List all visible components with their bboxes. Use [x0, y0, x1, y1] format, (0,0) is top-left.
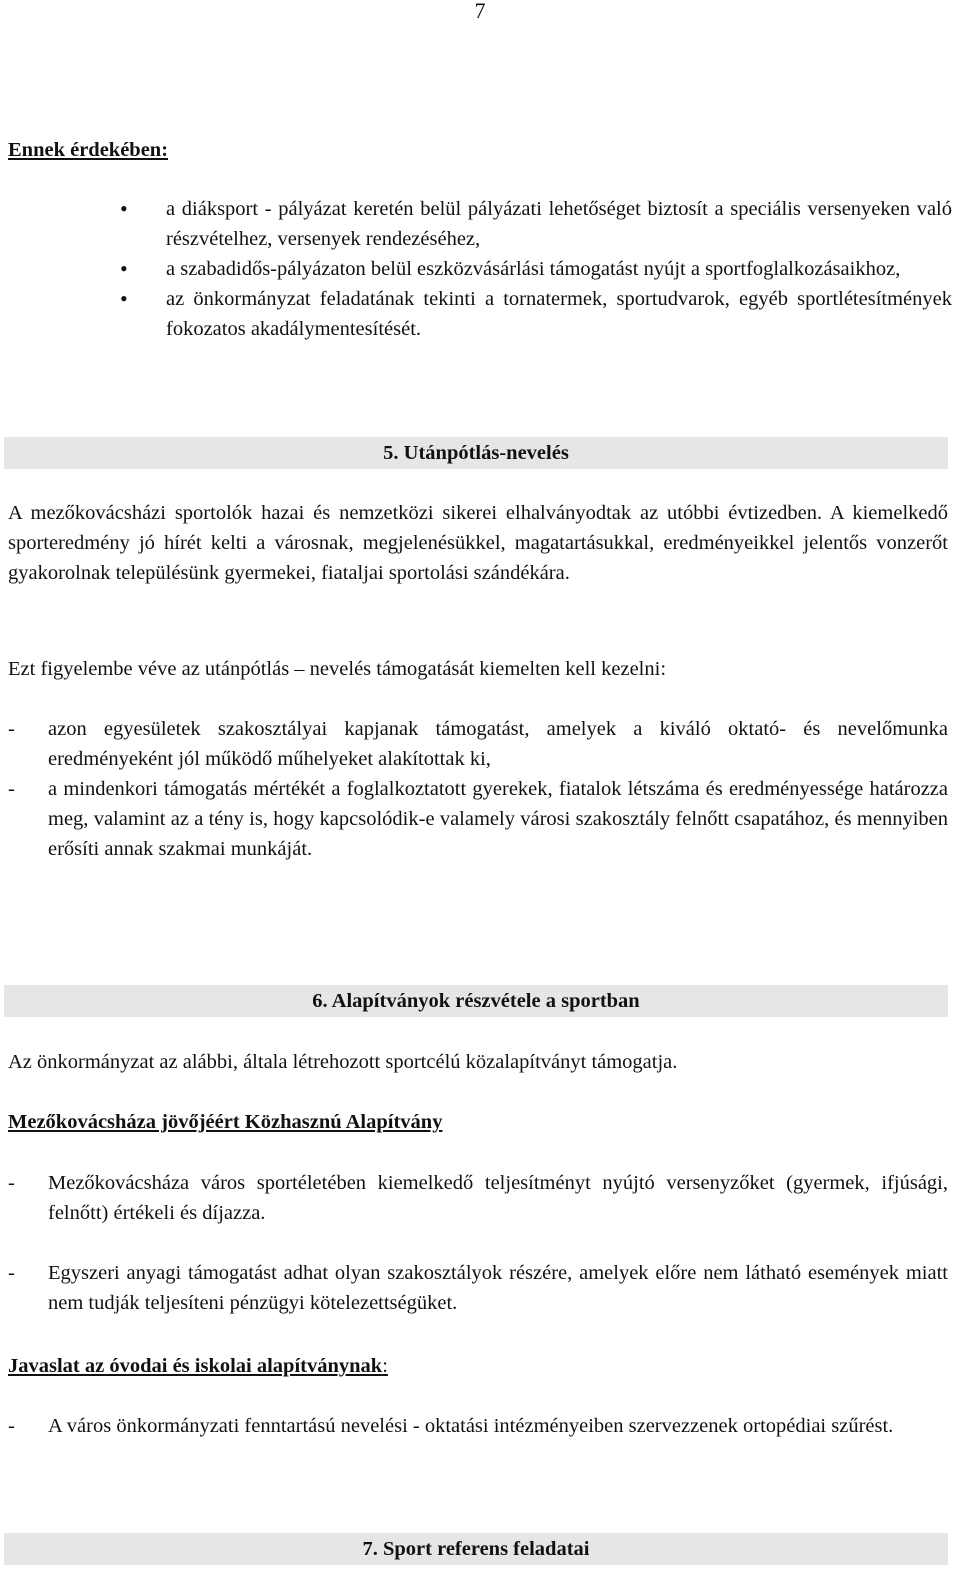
- proposal-title: Javaslat az óvodai és iskolai alapítványnak:: [8, 1355, 388, 1377]
- list-item: - a mindenkori támogatás mértékét a foglalkoztatott gyerekek, fiatalok létszáma és eredményessége határozza meg, valamint az a tény is, hogy kapcsolódik-e valamely városi szakosztály felnőtt csapatához, és mennyiben erősíti annak szakmai munkáját.: [8, 774, 948, 864]
- intro-heading: Ennek érdekében:: [8, 139, 169, 161]
- list-item: - Mezőkovácsháza város sportéletében kiemelkedő teljesítményt nyújtó versenyzőket (gyermek, ifjúsági, felnőtt) értékeli és díjazza.: [8, 1168, 948, 1228]
- list-item: • az önkormányzat feladatának tekinti a tornatermek, sportudvarok, egyéb sportlétesítmények fokozatos akadálymentesítését.: [120, 286, 952, 340]
- proposal-list: [8, 1411, 948, 1441]
- list-item: - A város önkormányzati fenntartású nevelési - oktatási intézményeiben szervezzenek ortopédiai szűrést.: [8, 1411, 948, 1441]
- bullet-icon: •: [120, 256, 128, 281]
- list-item: - azon egyesületek szakosztályai kapjanak támogatást, amelyek a kiváló oktató- és nevelőmunka eredményeként jól működő műhelyeket alakítottak ki,: [8, 714, 948, 774]
- dash-marker: -: [8, 778, 15, 800]
- dash-marker: -: [8, 1262, 15, 1284]
- section-5-paragraph-2: Ezt figyelembe véve az utánpótlás – nevelés támogatását kiemelten kell kezelni:: [8, 658, 667, 680]
- section-6-paragraph: Az önkormányzat az alábbi, általa létrehozott sportcélú közalapítványt támogatja.: [8, 1051, 678, 1073]
- list-item: • a diáksport - pályázat keretén belül pályázati lehetőséget biztosít a speciális versenyeken való részvételhez, versenyek rendezéséhez,: [120, 196, 952, 250]
- intro-bullet-list: [120, 194, 952, 344]
- dash-marker: -: [8, 718, 15, 740]
- foundation-title: Mezőkovácsháza jövőjéért Közhasznú Alapítvány: [8, 1111, 443, 1133]
- section-6-heading: 6. Alapítványok részvétele a sportban: [4, 985, 948, 1017]
- bullet-icon: •: [120, 286, 128, 311]
- section-5-list: [8, 714, 948, 864]
- section-5-heading: 5. Utánpótlás-nevelés: [4, 437, 948, 469]
- foundation-list: [8, 1168, 948, 1318]
- page-number: 7: [474, 0, 486, 23]
- dash-marker: -: [8, 1172, 15, 1194]
- dash-marker: -: [8, 1415, 15, 1437]
- bullet-icon: •: [120, 196, 128, 221]
- list-item: - Egyszeri anyagi támogatást adhat olyan szakosztályok részére, amelyek előre nem látható események miatt nem tudják teljesíteni pénzügyi kötelezettségüket.: [8, 1258, 948, 1318]
- list-item: • a szabadidős-pályázaton belül eszközvásárlási támogatást nyújt a sportfoglalkozásaikhoz,: [120, 254, 952, 284]
- section-5-paragraph-1: A mezőkovácsházi sportolók hazai és nemzetközi sikerei elhalványodtak az utóbbi évtizedben. A kiemelkedő sporteredmény jó hírét kelti a városnak, megjelenésükkel, magatartásukkal, eredményeikkel jelentős vonzerőt gyakorolnak településünk gyermekei, fiataljai sportolási szándékára.: [8, 502, 948, 584]
- section-7-heading: 7. Sport referens feladatai: [4, 1533, 948, 1565]
